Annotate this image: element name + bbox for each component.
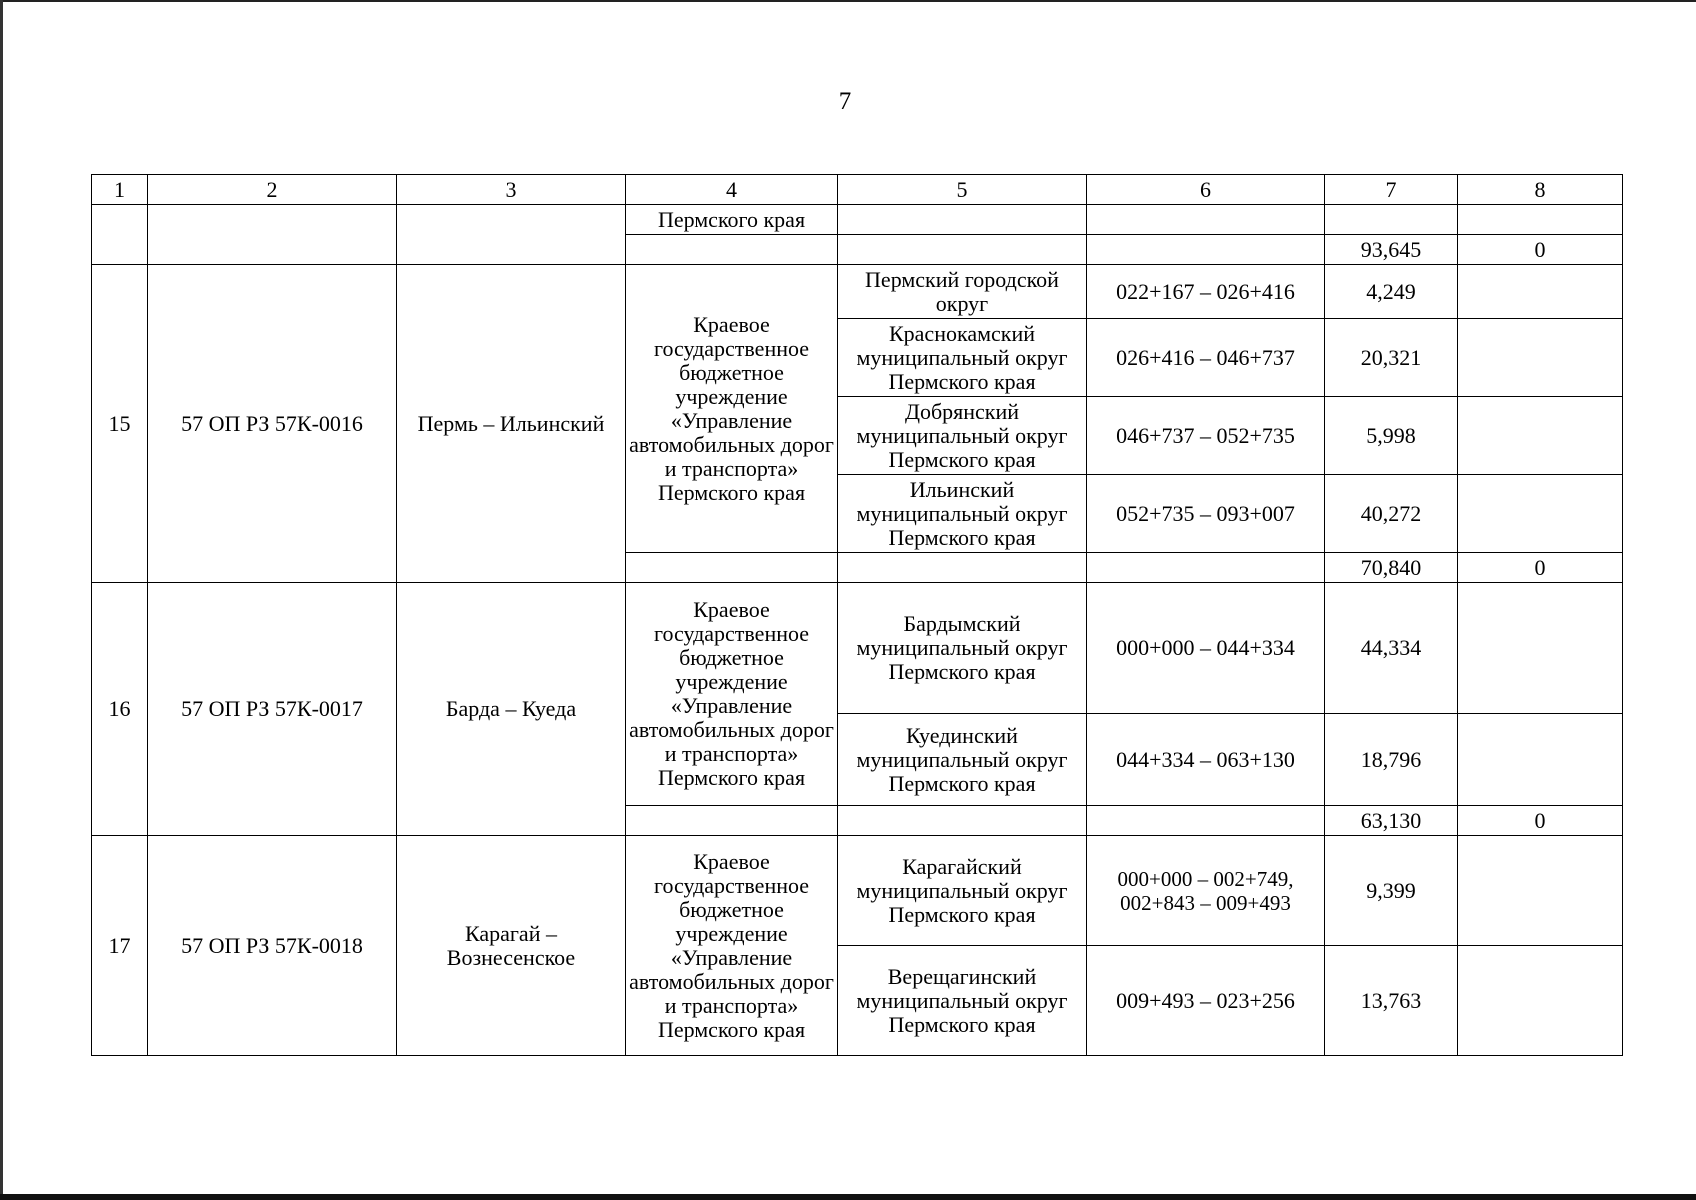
- cell-empty: [1087, 806, 1325, 836]
- column-number: 8: [1458, 175, 1623, 205]
- column-number: 2: [148, 175, 397, 205]
- cell-empty: [92, 205, 148, 265]
- range-cell: 009+493 – 023+256: [1087, 946, 1325, 1056]
- total-length-cell: 70,840: [1325, 553, 1458, 583]
- range-cell: 026+416 – 046+737: [1087, 319, 1325, 397]
- column-number: 7: [1325, 175, 1458, 205]
- cell-empty: [626, 553, 838, 583]
- scan-edge-top: [0, 0, 1696, 2]
- owner-cell: Краевое государственное бюджетное учреждение «Управление автомобильных дорог и транспорта» Пермского края: [626, 265, 838, 553]
- total-col8-cell: 0: [1458, 235, 1623, 265]
- cell-empty: [1458, 397, 1623, 475]
- length-cell: 5,998: [1325, 397, 1458, 475]
- cell-empty: [148, 205, 397, 265]
- road-name: Барда – Куеда: [397, 583, 626, 836]
- range-cell: 044+334 – 063+130: [1087, 714, 1325, 806]
- table-row: [92, 583, 1623, 714]
- range-cell: 022+167 – 026+416: [1087, 265, 1325, 319]
- roads-table: [91, 174, 1623, 1056]
- table-row: [92, 265, 1623, 319]
- table-row: [92, 836, 1623, 946]
- road-code: 57 ОП РЗ 57К-0018: [148, 836, 397, 1056]
- length-cell: 44,334: [1325, 583, 1458, 714]
- cell-empty: [838, 205, 1087, 235]
- cell-empty: [397, 205, 626, 265]
- cell-empty: [1458, 836, 1623, 946]
- cell-empty: [1458, 946, 1623, 1056]
- length-cell: 13,763: [1325, 946, 1458, 1056]
- road-code: 57 ОП РЗ 57К-0017: [148, 583, 397, 836]
- column-number-row: [92, 175, 1623, 205]
- total-col8-cell: 0: [1458, 553, 1623, 583]
- column-number: 5: [838, 175, 1087, 205]
- cell-empty: [1458, 319, 1623, 397]
- scan-edge-left: [0, 0, 3, 1200]
- cell-empty: [626, 806, 838, 836]
- cell-empty: [838, 553, 1087, 583]
- column-number: 4: [626, 175, 838, 205]
- district-cell: Добрянский муниципальный округ Пермского края: [838, 397, 1087, 475]
- owner-tail-cell: Пермского края: [626, 205, 838, 235]
- road-code: 57 ОП РЗ 57К-0016: [148, 265, 397, 583]
- district-cell: Пермский городской округ: [838, 265, 1087, 319]
- column-number: 1: [92, 175, 148, 205]
- road-name: Карагай – Вознесенское: [397, 836, 626, 1056]
- total-length-cell: 93,645: [1325, 235, 1458, 265]
- cell-empty: [1325, 205, 1458, 235]
- owner-cell: Краевое государственное бюджетное учреждение «Управление автомобильных дорог и транспорта» Пермского края: [626, 836, 838, 1056]
- table-row: [92, 205, 1623, 235]
- range-cell: 000+000 – 002+749, 002+843 – 009+493: [1087, 836, 1325, 946]
- cell-empty: [1087, 205, 1325, 235]
- entry-number: 17: [92, 836, 148, 1056]
- cell-empty: [1458, 265, 1623, 319]
- cell-empty: [838, 806, 1087, 836]
- cell-empty: [1087, 553, 1325, 583]
- entry-number: 16: [92, 583, 148, 836]
- entry-number: 15: [92, 265, 148, 583]
- range-cell: 052+735 – 093+007: [1087, 475, 1325, 553]
- scan-edge-bottom: [0, 1194, 1696, 1200]
- cell-empty: [626, 235, 838, 265]
- length-cell: 40,272: [1325, 475, 1458, 553]
- length-cell: 9,399: [1325, 836, 1458, 946]
- column-number: 3: [397, 175, 626, 205]
- district-cell: Верещагинский муниципальный округ Пермского края: [838, 946, 1087, 1056]
- owner-cell: Краевое государственное бюджетное учреждение «Управление автомобильных дорог и транспорта» Пермского края: [626, 583, 838, 806]
- length-cell: 18,796: [1325, 714, 1458, 806]
- district-cell: Бардымский муниципальный округ Пермского края: [838, 583, 1087, 714]
- column-number: 6: [1087, 175, 1325, 205]
- range-cell: 046+737 – 052+735: [1087, 397, 1325, 475]
- cell-empty: [1087, 235, 1325, 265]
- district-cell: Ильинский муниципальный округ Пермского края: [838, 475, 1087, 553]
- total-col8-cell: 0: [1458, 806, 1623, 836]
- cell-empty: [1458, 714, 1623, 806]
- road-name: Пермь – Ильинский: [397, 265, 626, 583]
- length-cell: 4,249: [1325, 265, 1458, 319]
- length-cell: 20,321: [1325, 319, 1458, 397]
- district-cell: Куединский муниципальный округ Пермского края: [838, 714, 1087, 806]
- page-number: 7: [838, 88, 852, 115]
- cell-empty: [1458, 583, 1623, 714]
- cell-empty: [1458, 475, 1623, 553]
- district-cell: Краснокамский муниципальный округ Пермского края: [838, 319, 1087, 397]
- district-cell: Карагайский муниципальный округ Пермского края: [838, 836, 1087, 946]
- cell-empty: [838, 235, 1087, 265]
- total-length-cell: 63,130: [1325, 806, 1458, 836]
- cell-empty: [1458, 205, 1623, 235]
- range-cell: 000+000 – 044+334: [1087, 583, 1325, 714]
